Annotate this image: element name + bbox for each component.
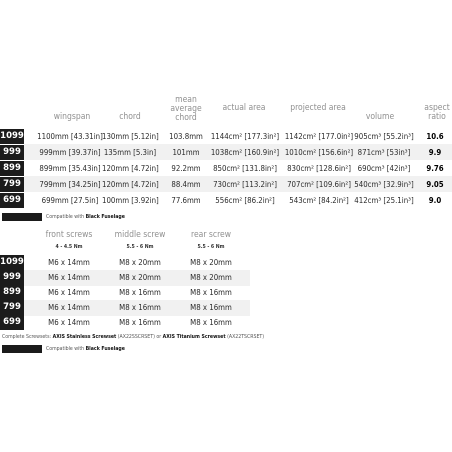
compat-fuselage: Black Fuselage — [85, 346, 125, 352]
volume-cell: 540cm³ [32.9in³] — [354, 180, 414, 189]
mac-cell: 92.2mm — [171, 164, 201, 173]
model-label: 799 — [0, 177, 24, 192]
aspect-ratio-cell: 9.76 — [426, 164, 444, 173]
header-volume: volume — [365, 112, 395, 122]
header-mean-average-chord: mean average chord — [170, 95, 202, 123]
chord-cell: 120mm [4.72in] — [102, 164, 159, 173]
projected-area-cell: 543cm² [84.2in²] — [289, 196, 349, 205]
front-screw-cell: M6 x 14mm — [48, 318, 90, 327]
compatibility-note — [46, 213, 125, 221]
front-screw-cell: M6 x 14mm — [48, 303, 90, 312]
torque-middle: 5.5 - 6 Nm — [126, 244, 154, 250]
mac-cell: 101mm — [172, 148, 200, 157]
middle-screw-cell: M8 x 16mm — [119, 318, 161, 327]
aspect-ratio-cell: 9.0 — [428, 196, 442, 205]
rear-screw-cell: M8 x 20mm — [190, 273, 232, 282]
header-aspect-ratio: aspect ratio — [424, 103, 450, 122]
header-rear-screw: rear screw — [190, 230, 232, 240]
screwset-stainless: AXIS Stainless Screwset — [52, 334, 117, 340]
actual-area-cell: 1038cm² [160.9in²] — [210, 148, 280, 157]
compat-prefix: Compatible with — [46, 214, 85, 220]
actual-area-cell: 730cm² [113.2in²] — [213, 180, 277, 189]
model-label: 999 — [0, 270, 24, 285]
aspect-ratio-cell: 9.9 — [428, 148, 442, 157]
header-front-screws: front screws — [45, 230, 93, 240]
chord-cell: 120mm [4.72in] — [102, 180, 159, 189]
volume-cell: 905cm³ [55.2in³] — [354, 132, 414, 141]
wingspan-cell: 699mm [27.5in] — [41, 196, 99, 205]
screwset-titanium-code: (AX22TSCRSET) — [227, 334, 265, 340]
screwset-stainless-code: (AX22SSCRSET) — [117, 334, 155, 340]
chord-cell: 130mm [5.12in] — [102, 132, 159, 141]
front-screw-cell: M6 x 14mm — [48, 288, 90, 297]
rear-screw-cell: M8 x 16mm — [190, 303, 232, 312]
screwset-or: or — [156, 334, 162, 340]
chord-cell: 100mm [3.92in] — [102, 196, 159, 205]
compat-prefix: Compatible with — [46, 346, 85, 352]
model-label: 899 — [0, 161, 24, 176]
screwset-titanium: AXIS Titanium Screwset — [162, 334, 226, 340]
model-label: 799 — [0, 300, 24, 315]
model-label: 699 — [0, 193, 24, 208]
screwset-note — [2, 333, 264, 341]
projected-area-cell: 830cm² [128.6in²] — [287, 164, 351, 173]
model-label: 1099 — [0, 255, 24, 270]
torque-rear: 5.5 - 6 Nm — [197, 244, 225, 250]
model-label: 1099 — [0, 129, 24, 144]
rear-screw-cell: M8 x 16mm — [190, 318, 232, 327]
mac-cell: 77.6mm — [171, 196, 201, 205]
chord-cell: 135mm [5.3in] — [103, 148, 157, 157]
aspect-ratio-cell: 10.6 — [426, 132, 444, 141]
black-fuselage-swatch — [2, 345, 42, 353]
actual-area-cell: 850cm² [131.8in²] — [213, 164, 277, 173]
volume-cell: 690cm³ [42in³] — [357, 164, 411, 173]
volume-cell: 871cm³ [53in³] — [357, 148, 411, 157]
middle-screw-cell: M8 x 20mm — [119, 258, 161, 267]
actual-area-cell: 556cm² [86.2in²] — [215, 196, 275, 205]
rear-screw-cell: M8 x 20mm — [190, 258, 232, 267]
front-screw-cell: M6 x 14mm — [48, 273, 90, 282]
screwset-prefix: Complete Screwsets: — [2, 334, 52, 340]
wingspan-cell: 999mm [39.37in] — [39, 148, 101, 157]
header-projected-area: projected area — [290, 103, 346, 113]
middle-screw-cell: M8 x 16mm — [119, 303, 161, 312]
compat-fuselage: Black Fuselage — [85, 214, 125, 220]
actual-area-cell: 1144cm² [177.3in²] — [210, 132, 280, 141]
wingspan-cell: 899mm [35.43in] — [39, 164, 101, 173]
projected-area-cell: 707cm² [109.6in²] — [287, 180, 351, 189]
mac-cell: 103.8mm — [169, 132, 203, 141]
rear-screw-cell: M8 x 16mm — [190, 288, 232, 297]
mac-cell: 88.4mm — [171, 180, 201, 189]
black-fuselage-swatch — [2, 213, 42, 221]
front-screw-cell: M6 x 14mm — [48, 258, 90, 267]
wingspan-cell: 1100mm [43.31in] — [37, 132, 103, 141]
projected-area-cell: 1142cm² [177.0in²] — [284, 132, 354, 141]
header-middle-screw: middle screw — [114, 230, 166, 240]
projected-area-cell: 1010cm² [156.6in²] — [284, 148, 354, 157]
middle-screw-cell: M8 x 20mm — [119, 273, 161, 282]
aspect-ratio-cell: 9.05 — [426, 180, 444, 189]
wingspan-cell: 799mm [34.25in] — [39, 180, 101, 189]
model-label: 899 — [0, 285, 24, 300]
header-wingspan: wingspan — [53, 112, 91, 122]
middle-screw-cell: M8 x 16mm — [119, 288, 161, 297]
header-actual-area: actual area — [222, 103, 266, 113]
model-label: 999 — [0, 145, 24, 160]
compatibility-note — [46, 345, 125, 353]
model-label: 699 — [0, 315, 24, 330]
torque-front: 4 - 4.5 Nm — [55, 244, 83, 250]
volume-cell: 412cm³ [25.1in³] — [354, 196, 414, 205]
header-chord: chord — [119, 112, 141, 122]
